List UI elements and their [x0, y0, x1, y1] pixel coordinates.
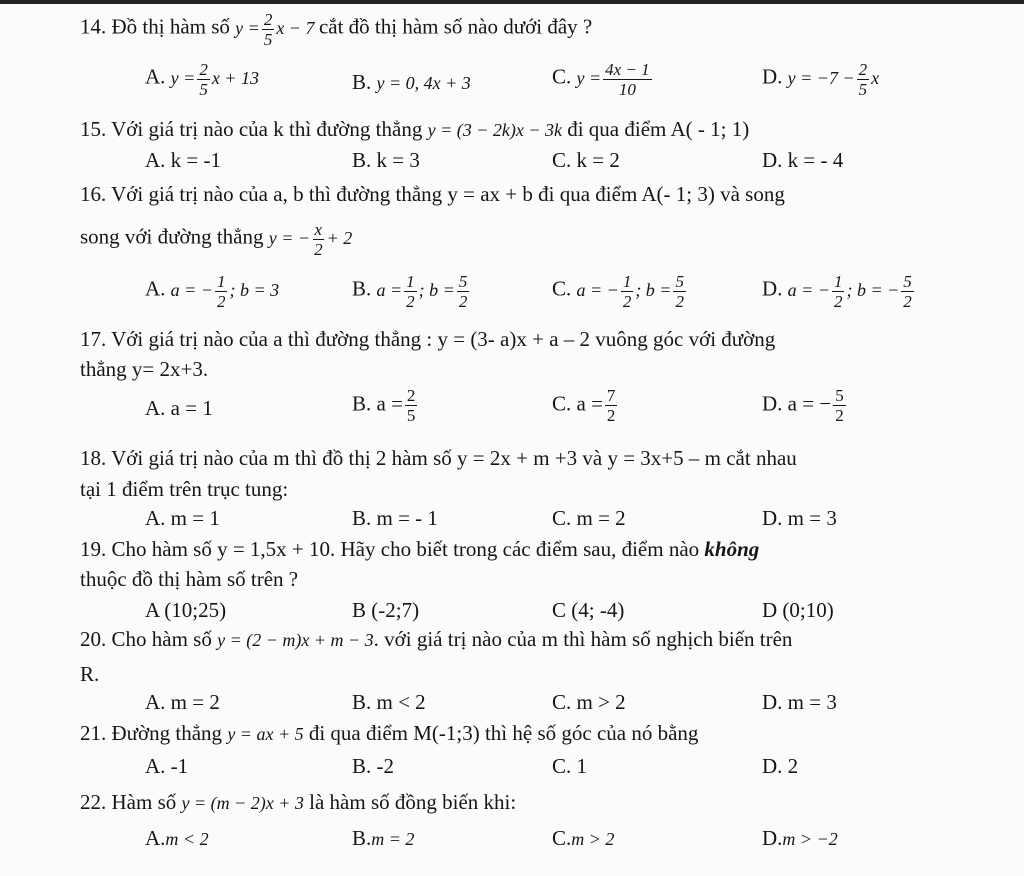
question-19-line2: thuộc đồ thị hàm số trên ?: [80, 567, 299, 591]
question-21: 21. Đường thẳng y = ax + 5 đi qua điểm M(-1;3) thì hệ số góc của nó bằng: [80, 721, 699, 745]
q14-option-c[interactable]: C. y = $\frac{4x - 1}{10}$: [552, 60, 650, 99]
q19-option-a[interactable]: A (10;25): [145, 598, 227, 622]
q16-option-c[interactable]: C. a = − $\frac{1}{2}$ ; b = $\frac{5}{2}$: [552, 272, 684, 311]
question-14: 14. Đồ thị hàm số y = $\frac{2}{5}$ x − 7 cắt đồ thị hàm số nào dưới đây ?: [80, 10, 593, 49]
q19-option-b[interactable]: B (-2;7): [352, 598, 420, 622]
q18-option-d[interactable]: D. m = 3: [762, 506, 837, 530]
question-17: 17. Với giá trị nào của a thì đường thẳng : y = (3- a)x + a – 2 vuông góc với đường: [80, 327, 776, 351]
q18-option-b[interactable]: B. m = - 1: [352, 506, 438, 530]
q22-option-a[interactable]: A.m < 2: [145, 826, 209, 850]
q22-option-b[interactable]: B.m = 2: [352, 826, 415, 850]
q20-option-a[interactable]: A. m = 2: [145, 690, 220, 714]
q14-option-a[interactable]: A. y = $\frac{2}{5}$ x + 13: [145, 60, 259, 99]
q21-option-d[interactable]: D. 2: [762, 754, 799, 778]
q19-option-c[interactable]: C (4; -4): [552, 598, 625, 622]
q22-option-c[interactable]: C.m > 2: [552, 826, 615, 850]
question-20-line2: R.: [80, 662, 100, 686]
question-20: 20. Cho hàm số y = (2 − m)x + m − 3. với giá trị nào của m thì hàm số nghịch biến trên: [80, 627, 793, 651]
q21-option-a[interactable]: A. -1: [145, 754, 189, 778]
question-15: 15. Với giá trị nào của k thì đường thẳng y = (3 − 2k)x − 3k đi qua điểm A( - 1; 1): [80, 117, 750, 141]
question-17-line2: thẳng y= 2x+3.: [80, 357, 209, 381]
q20-option-b[interactable]: B. m < 2: [352, 690, 426, 714]
q18-option-a[interactable]: A. m = 1: [145, 506, 220, 530]
q20-option-c[interactable]: C. m > 2: [552, 690, 626, 714]
q15-option-d[interactable]: D. k = - 4: [762, 148, 844, 172]
q15-option-b[interactable]: B. k = 3: [352, 148, 420, 172]
question-19: 19. Cho hàm số y = 1,5x + 10. Hãy cho biết trong các điểm sau, điểm nào không: [80, 537, 760, 561]
q20-option-d[interactable]: D. m = 3: [762, 690, 837, 714]
emphasis-khong: không: [704, 537, 760, 561]
q21-option-c[interactable]: C. 1: [552, 754, 588, 778]
question-16: 16. Với giá trị nào của a, b thì đường thẳng y = ax + b đi qua điểm A(- 1; 3) và song: [80, 182, 785, 206]
q17-option-c[interactable]: C. a = $\frac{7}{2}$: [552, 386, 616, 425]
q17-option-d[interactable]: D. a = − $\frac{5}{2}$: [762, 386, 844, 425]
q14-equation: y = $\frac{2}{5}$ x − 7: [235, 10, 315, 49]
question-16-line2: song với đường thẳng y = − $\frac{x}{2}$ + 2: [80, 220, 353, 259]
q15-option-a[interactable]: A. k = -1: [145, 148, 222, 172]
q16-option-b[interactable]: B. a = $\frac{1}{2}$ ; b = $\frac{5}{2}$: [352, 272, 468, 311]
q19-option-d[interactable]: D (0;10): [762, 598, 834, 622]
question-22: 22. Hàm số y = (m − 2)x + 3 là hàm số đồng biến khi:: [80, 790, 517, 814]
q14-option-b[interactable]: B. y = 0, 4x + 3: [352, 70, 471, 94]
q17-option-a[interactable]: A. a = 1: [145, 396, 213, 420]
q15-option-c[interactable]: C. k = 2: [552, 148, 620, 172]
q21-option-b[interactable]: B. -2: [352, 754, 394, 778]
q18-option-c[interactable]: C. m = 2: [552, 506, 626, 530]
q16-option-a[interactable]: A. a = − $\frac{1}{2}$ ; b = 3: [145, 272, 280, 311]
q17-option-b[interactable]: B. a = $\frac{2}{5}$: [352, 386, 416, 425]
question-18: 18. Với giá trị nào của m thì đồ thị 2 hàm số y = 2x + m +3 và y = 3x+5 – m cắt nhau: [80, 446, 797, 470]
q14-option-d[interactable]: D. y = −7 − $\frac{2}{5}$ x: [762, 60, 880, 99]
question-18-line2: tại 1 điểm trên trục tung:: [80, 477, 289, 501]
q16-option-d[interactable]: D. a = − $\frac{1}{2}$ ; b = − $\frac{5}{2}$: [762, 272, 912, 311]
q22-option-d[interactable]: D.m > −2: [762, 826, 838, 850]
